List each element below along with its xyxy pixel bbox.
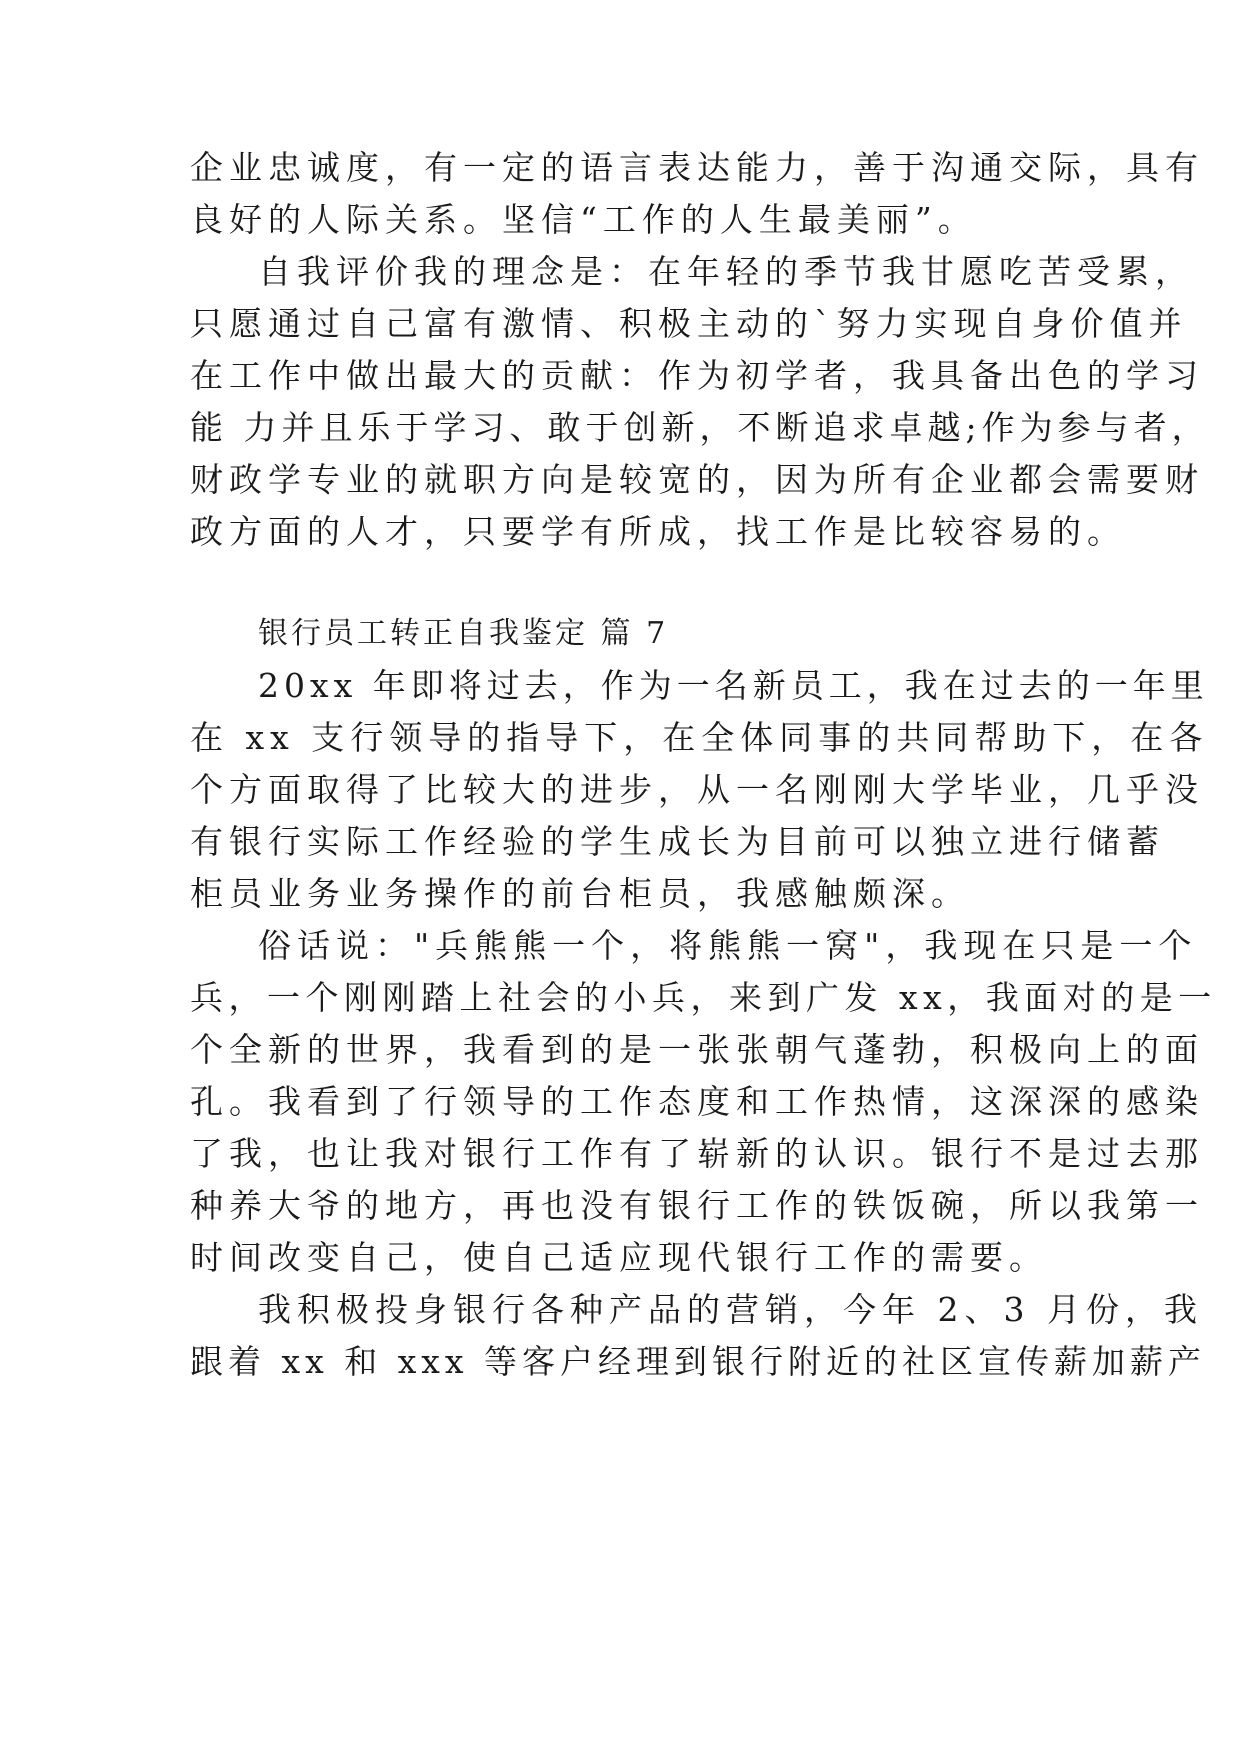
paragraph-1-line: 良好的人际关系。坚信“工作的人生最美丽”。	[190, 200, 977, 239]
paragraph-4-line: 了我，也让我对银行工作有了崭新的认识。银行不是过去那	[190, 1134, 1204, 1173]
paragraph-3-line: 在 xx 支行领导的指导下，在全体同事的共同帮助下，在各	[190, 718, 1209, 757]
paragraph-2-line: 在工作中做出最大的贡献：作为初学者，我具备出色的学习	[190, 356, 1204, 395]
section-heading: 银行员工转正自我鉴定 篇 7	[258, 616, 669, 651]
paragraph-5-line: 我积极投身银行各种产品的营销，今年 2、3 月份，我	[258, 1290, 1203, 1329]
paragraph-4-line: 孔。我看到了行领导的工作态度和工作热情，这深深的感染	[190, 1082, 1204, 1121]
paragraph-3-line: 有银行实际工作经验的学生成长为目前可以独立进行储蓄	[190, 822, 1165, 861]
paragraph-3-line: 柜员业务业务操作的前台柜员，我感触颇深。	[190, 874, 970, 913]
paragraph-4-line: 时间改变自己，使自己适应现代银行工作的需要。	[190, 1238, 1048, 1277]
paragraph-4-line: 个全新的世界，我看到的是一张张朝气蓬勃，积极向上的面	[190, 1030, 1204, 1069]
paragraph-2-line: 能 力并且乐于学习、敢于创新，不断追求卓越;作为参与者，	[190, 408, 1210, 447]
document-page	[190, 0, 1217, 1754]
paragraph-2-line: 只愿通过自己富有激情、积极主动的`努力实现自身价值并	[190, 304, 1188, 343]
paragraph-3-line: 个方面取得了比较大的进步，从一名刚刚大学毕业，几乎没	[190, 770, 1204, 809]
paragraph-5-line: 跟着 xx 和 xxx 等客户经理到银行附近的社区宣传薪加薪产	[190, 1342, 1207, 1381]
paragraph-4-line: 种养大爷的地方，再也没有银行工作的铁饭碗，所以我第一	[190, 1186, 1204, 1225]
paragraph-2-line: 自我评价我的理念是：在年轻的季节我甘愿吃苦受累，	[258, 252, 1194, 291]
paragraph-2-line: 政方面的人才，只要学有所成，找工作是比较容易的。	[190, 512, 1126, 551]
paragraph-4-line: 俗话说："兵熊熊一个，将熊熊一窝"，我现在只是一个	[258, 926, 1198, 965]
paragraph-1-line: 企业忠诚度，有一定的语言表达能力，善于沟通交际，具有	[190, 148, 1204, 187]
paragraph-2-line: 财政学专业的就职方向是较宽的，因为所有企业都会需要财	[190, 460, 1204, 499]
paragraph-4-line: 兵，一个刚刚踏上社会的小兵，来到广发 xx，我面对的是一	[190, 978, 1217, 1017]
paragraph-3-line: 20xx 年即将过去，作为一名新员工，我在过去的一年里	[258, 666, 1209, 705]
